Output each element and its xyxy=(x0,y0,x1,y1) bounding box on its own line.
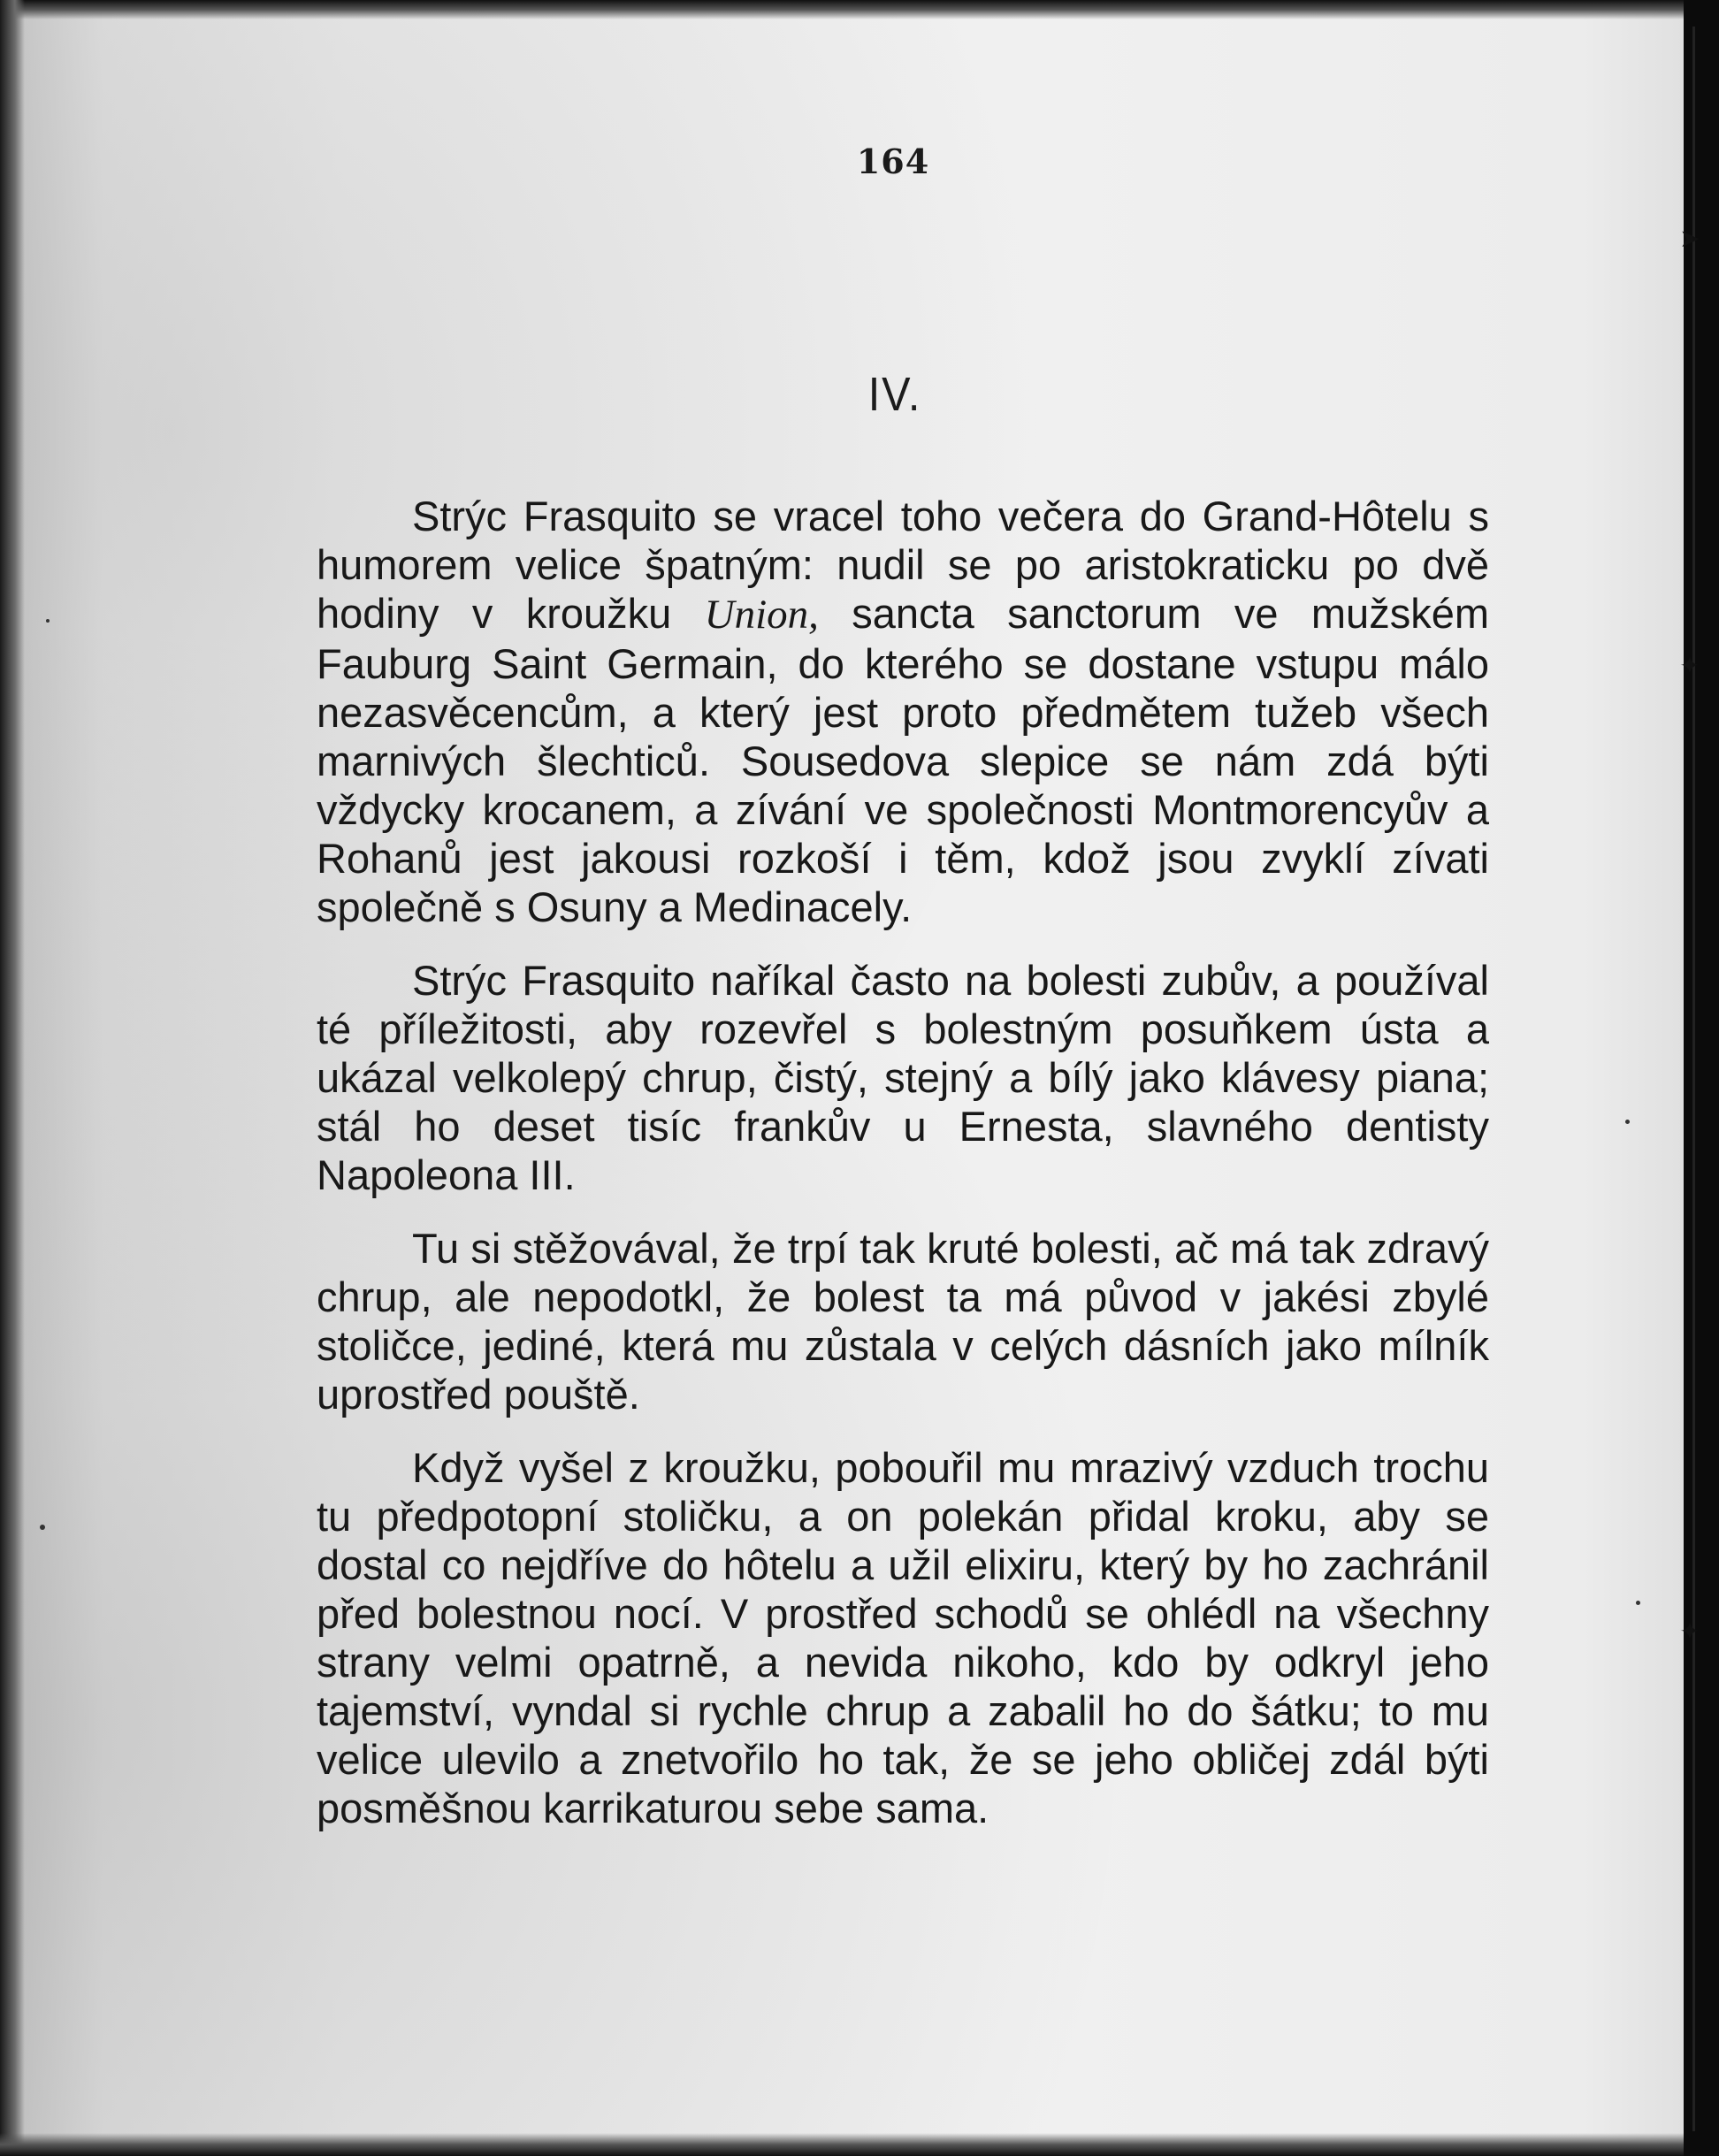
margin-rule xyxy=(1692,27,1695,2131)
page-top-edge xyxy=(0,0,1719,19)
paragraph: Tu si stěžovával, že trpí tak kruté bolesti, ač má tak zdravý chrup, ale nepodotkl, že bolest ta má původ v jakési zbylé stoličce, jediné, která mu zůstala v celých dásních jako mílník uprostřed pouště. xyxy=(317,1225,1489,1418)
italic-club-name: Union, xyxy=(704,592,819,638)
margin-cross-icon: ✦ xyxy=(1679,651,1700,680)
page-left-edge xyxy=(0,0,25,2156)
paragraph xyxy=(317,492,1489,931)
chapter-heading: IV. xyxy=(867,368,922,421)
body-text xyxy=(317,492,1489,1857)
print-speck xyxy=(1625,1120,1630,1124)
margin-cross-icon: ✦ xyxy=(1679,1617,1700,1646)
paragraph: Strýc Frasquito naříkal často na bolesti zubův, a používal té příležitosti, aby rozevřel s bolestným posuňkem ústa a ukázal velkolepý chrup, čistý, stejný a bílý jako klávesy piana; stál ho deset tisíc frankův u Ernesta, slavného dentisty Napoleona III. xyxy=(317,957,1489,1198)
paragraph: Když vyšel z kroužku, pobouřil mu mrazivý vzduch trochu tu předpotopní stoličku, a on polekán přidal kroku, aby se dostal co nejdříve do hôtelu a užil elixiru, který by ho zachránil před bolestnou nocí. V prostřed schodů se ohlédl na všechny strany velmi opatrně, a nevida nikoho, kdo by odkryl jeho tajemství, vyndal si rychle chrup a zabalil ho do šátku; to mu velice ulevilo a znetvořilo ho tak, že se jeho obličej zdál býti posměšnou karrikaturou sebe sama. xyxy=(317,1444,1489,1831)
paragraph-text: sancta sanctorum ve mužském Fauburg Saint Germain, do kterého se dostane vstupu málo nezasvěcencům, a který jest proto předmětem tužeb všech marnivých šlechticů. Sousedova slepice se nám zdá býti vždycky krocanem, a zívání ve společnosti Montmorencyův a Rohanů jest jakousi rozkoší i těm, kdož jsou zvyklí zívati společně s Osuny a Medinacely. xyxy=(317,590,1489,930)
page-bottom-edge xyxy=(0,2133,1719,2156)
print-speck xyxy=(40,1525,45,1530)
print-speck xyxy=(46,619,50,623)
page-right-border xyxy=(1684,0,1719,2156)
page-number: 164 xyxy=(856,141,930,181)
margin-arrow-icon: ➤ xyxy=(1679,224,1700,253)
print-speck xyxy=(1636,1601,1640,1605)
paragraph-text: Strýc Frasquito se vracel toho večera do Grand-Hôtelu s humorem velice špatným: nudil se po aristokraticku po dvě hodiny v kroužku xyxy=(317,493,1489,637)
